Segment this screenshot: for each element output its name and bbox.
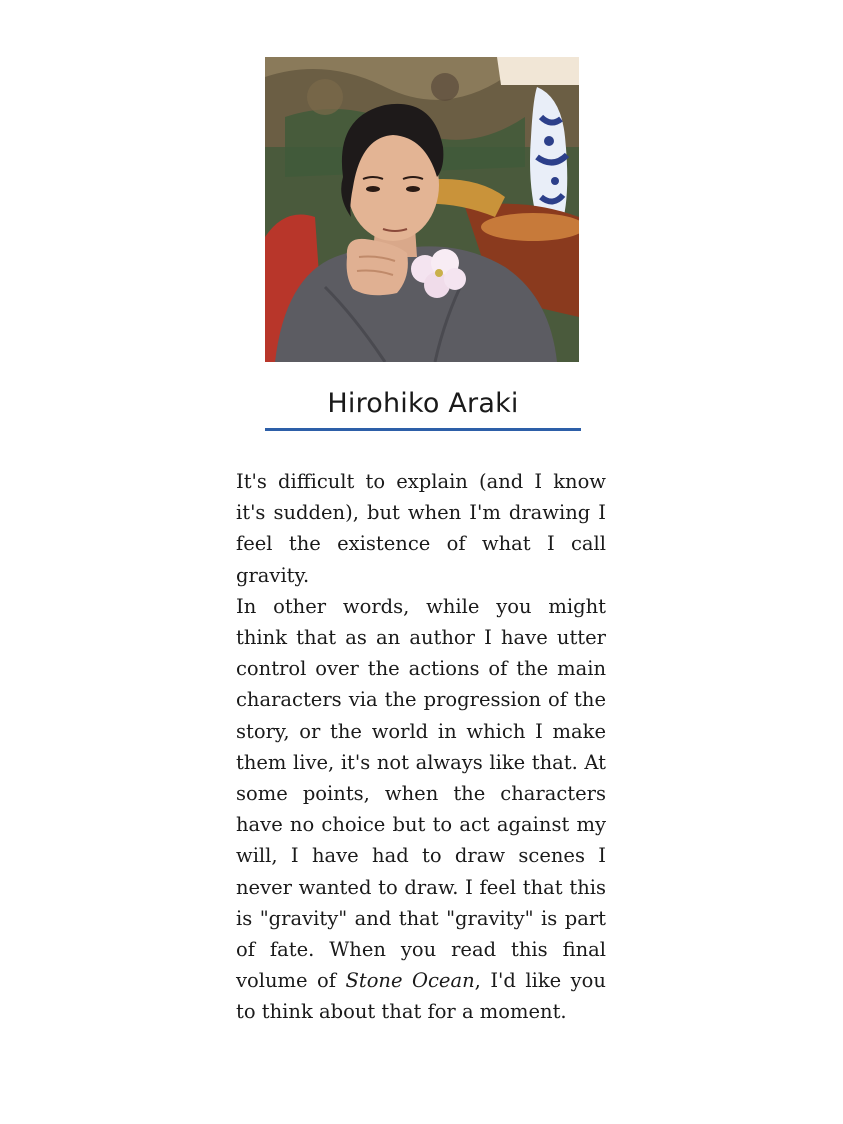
message-paragraph-1: It's difficult to explain (and I know it's sudden), but when I'm drawing I feel the existence of what I call gravity. bbox=[236, 470, 606, 587]
message-paragraph-2-start: In other words, while you might think that as an author I have utter control over the actions of the main characters via the progression of the story, or the world in which I make them live, it's not always like that. At some points, when the characters have no choice but to act against my will, I have had to draw scenes I never wanted to draw. I feel that this is "gravity" and that "gravity" is part of fate. When you read this final volume of bbox=[236, 594, 606, 993]
message-paragraph-2-end: , I'd like you to think about that for a moment. bbox=[236, 969, 606, 1024]
volume-title: Stone Ocean bbox=[345, 969, 475, 993]
name-underline bbox=[265, 428, 581, 431]
message-paragraph-2 bbox=[236, 591, 606, 1028]
author-photo bbox=[265, 57, 579, 362]
author-message bbox=[236, 466, 606, 1028]
author-name: Hirohiko Araki bbox=[327, 388, 519, 419]
